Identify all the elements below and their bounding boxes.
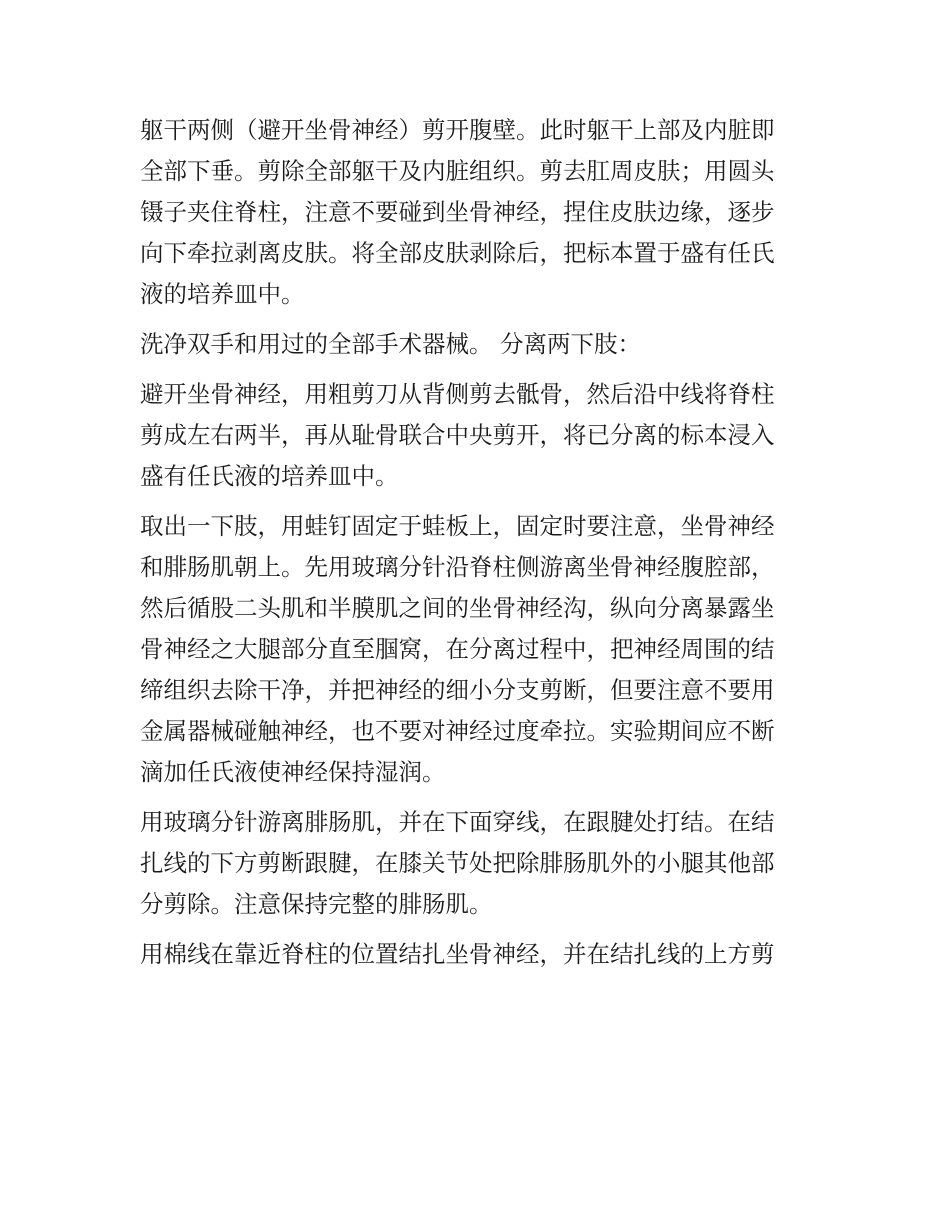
- paragraph-wash-hands: [140, 324, 820, 365]
- text-line: 向下牵拉剥离皮肤。将全部皮肤剥除后，把标本置于盛有任氏: [140, 239, 775, 267]
- text-line: 缔组织去除干净，并把神经的细小分支剪断，但要注意不要用: [140, 676, 775, 704]
- text-line: 液的培养皿中。: [140, 280, 305, 308]
- text-line: 用玻璃分针游离腓肠肌，并在下面穿线，在跟腱处打结。在结: [140, 808, 775, 836]
- text-line: 躯干两侧（避开坐骨神经）剪开腹壁。此时躯干上部及内脏即: [140, 116, 775, 144]
- body-text: [140, 110, 820, 975]
- paragraph-gastrocnemius: [140, 802, 820, 925]
- text-line: 洗净双手和用过的全部手术器械。 分离两下肢：: [140, 330, 641, 358]
- paragraph-ligate-nerve: [140, 934, 820, 975]
- text-line: 滴加任氏液使神经保持湿润。: [140, 758, 446, 786]
- text-line: 镊子夹住脊柱，注意不要碰到坐骨神经，捏住皮肤边缘，逐步: [140, 198, 775, 226]
- text-line: 全部下垂。剪除全部躯干及内脏组织。剪去肛周皮肤；用圆头: [140, 157, 775, 185]
- text-line: 避开坐骨神经，用粗剪刀从背侧剪去骶骨，然后沿中线将脊柱: [140, 380, 775, 408]
- text-line: 取出一下肢，用蛙钉固定于蛙板上，固定时要注意，坐骨神经: [140, 512, 775, 540]
- text-line: 金属器械碰触神经，也不要对神经过度牵拉。实验期间应不断: [140, 717, 775, 745]
- paragraph-sciatic-nerve: [140, 506, 820, 793]
- text-line: 然后循股二头肌和半膜肌之间的坐骨神经沟，纵向分离暴露坐: [140, 594, 775, 622]
- text-line: 分剪除。注意保持完整的腓肠肌。: [140, 890, 493, 918]
- text-line: 剪成左右两半，再从耻骨联合中央剪开，将已分离的标本浸入: [140, 421, 775, 449]
- text-line: 盛有任氏液的培养皿中。: [140, 462, 399, 490]
- paragraph-skin-removal: [140, 110, 820, 315]
- text-line: 骨神经之大腿部分直至腘窝，在分离过程中，把神经周围的结: [140, 635, 775, 663]
- text-line: 扎线的下方剪断跟腱，在膝关节处把除腓肠肌外的小腿其他部: [140, 849, 775, 877]
- text-line: 和腓肠肌朝上。先用玻璃分针沿脊柱侧游离坐骨神经腹腔部，: [140, 553, 775, 581]
- paragraph-separate-legs: [140, 374, 820, 497]
- text-line: 用棉线在靠近脊柱的位置结扎坐骨神经，并在结扎线的上方剪: [140, 940, 775, 968]
